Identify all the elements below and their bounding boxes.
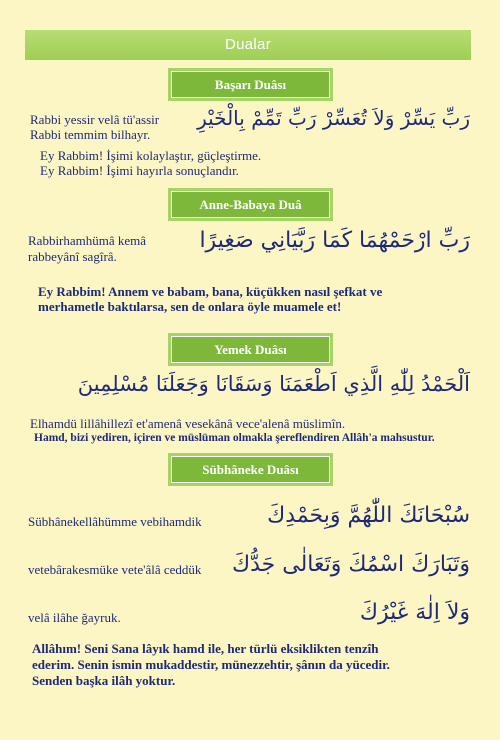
basari-arabic: رَبِّ يَسِّرْ وَلاَ تُعَسِّرْ رَبِّ تَمِّمْ بِالْخَيْرِ	[197, 106, 470, 130]
subhaneke-translit-2: vetebârakesmüke vete'âlâ ceddük	[28, 562, 202, 577]
annebaba-arabic: رَبِّ ارْحَمْهُمَا كَمَا رَبَّيَانِي صَغِيرًا	[199, 228, 470, 253]
yemek-meaning: Hamd, bizi yediren, içiren ve müslüman olmakla şereflendiren Allâh'a mahsustur.	[34, 432, 435, 444]
basari-meaning-1: Ey Rabbim! İşimi kolaylaştır, güçleştirme.	[40, 148, 262, 163]
section-title-yemek: Yemek Duâsı	[168, 333, 333, 366]
subhaneke-meaning-1: Allâhım! Seni Sana lâyık hamd ile, her türlü eksiklikten tenzîh	[32, 641, 379, 656]
annebaba-translit-1: Rabbirhamhümâ kemâ	[28, 233, 147, 248]
subhaneke-arabic-2: وَتَبَارَكَ اسْمُكَ وَتَعَالٰى جَدُّكَ	[231, 552, 470, 577]
annebaba-translit-2: rabbeyânî sagîrâ.	[28, 249, 117, 264]
section-title-basari: Başarı Duâsı	[168, 68, 333, 101]
subhaneke-arabic-1: سُبْحَانَكَ اللّٰهُمَّ وَبِحَمْدِكَ	[267, 503, 470, 528]
subhaneke-translit-3: velâ ilâhe ğayruk.	[28, 610, 121, 625]
yemek-translit: Elhamdü lillâhillezî et'amenâ vesekânâ vece'alenâ müslimîn.	[30, 416, 346, 431]
annebaba-meaning-2: merhametle baktılarsa, sen de onlara öyle muamele et!	[38, 299, 342, 314]
basari-translit-2: Rabbi temmim bilhayr.	[30, 127, 151, 142]
page-header: Dualar	[25, 30, 471, 60]
basari-meaning-2: Ey Rabbim! İşimi hayırla sonuçlandır.	[40, 163, 239, 178]
subhaneke-meaning-2: ederim. Senin ismin mukaddestir, münezzehtir, şânın da yücedir.	[32, 657, 390, 672]
section-title-subhaneke: Sübhâneke Duâsı	[168, 453, 333, 486]
section-title-annebaba: Anne-Babaya Duâ	[168, 188, 333, 221]
subhaneke-arabic-3: وَلاَ اِلٰهَ غَيْرُكَ	[359, 600, 470, 625]
annebaba-meaning-1: Ey Rabbim! Annem ve babam, bana, küçükken nasıl şefkat ve	[38, 284, 383, 299]
subhaneke-meaning-3: Senden başka ilâh yoktur.	[32, 673, 176, 688]
subhaneke-translit-1: Sübhânekellâhümme vebihamdik	[28, 514, 202, 529]
yemek-arabic: اَلْحَمْدُ لِلّٰهِ الَّذِي اَطْعَمَنَا وَسَقَانَا وَجَعَلَنَا مُسْلِمِينَ	[77, 372, 470, 396]
basari-translit-1: Rabbi yessir velâ tü'assir	[30, 112, 160, 127]
